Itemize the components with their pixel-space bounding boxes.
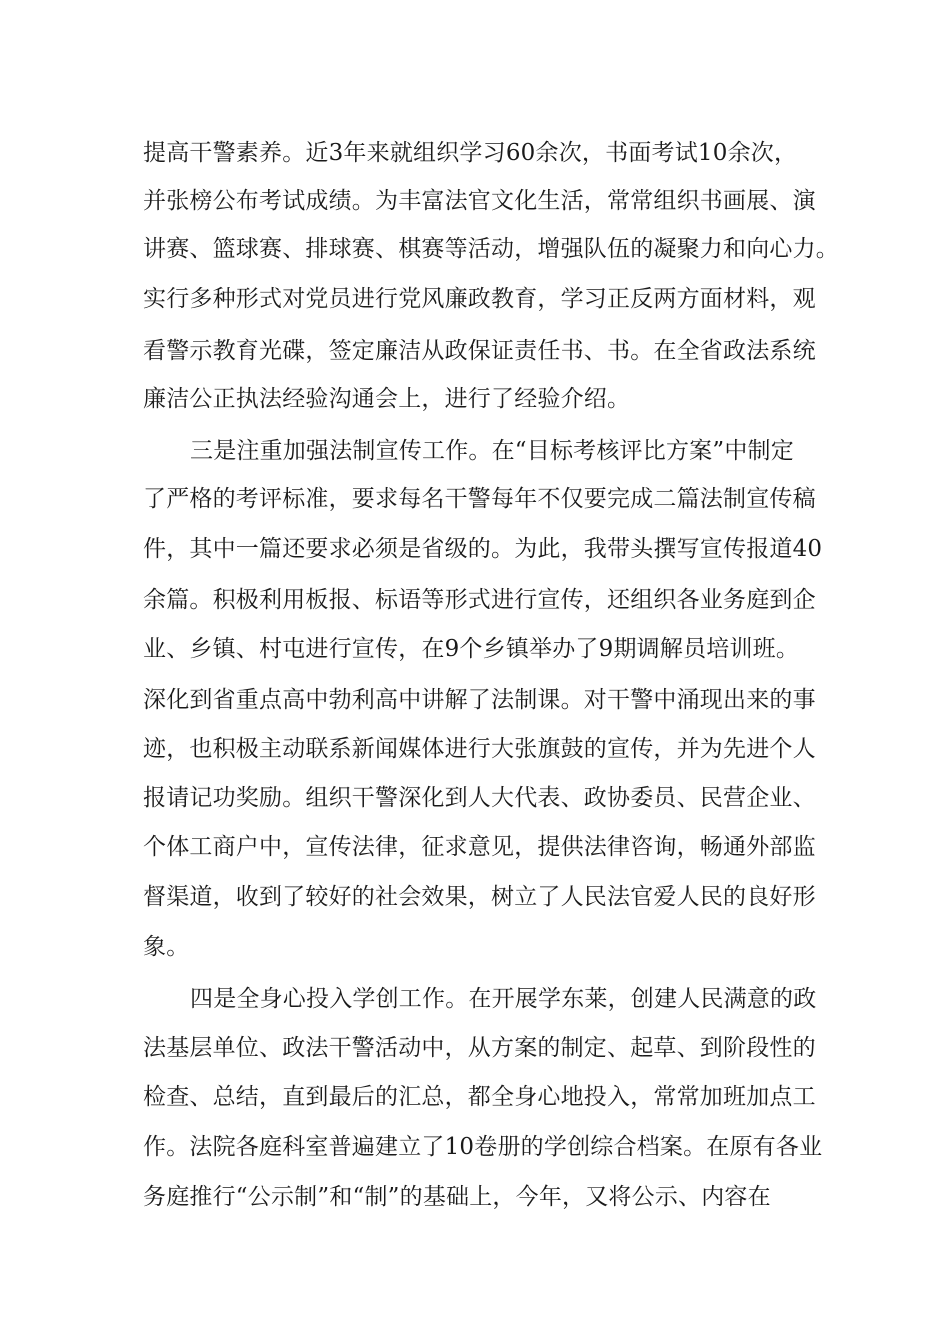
text-line: 实行多种形式对党员进行党风廉政教育，学习正反两方面材料，观 bbox=[143, 286, 816, 312]
text-line: 个体工商户中，宣传法律，征求意见，提供法律咨询，畅通外部监 bbox=[143, 834, 816, 860]
text-line: 业、乡镇、村屯进行宣传，在9个乡镇举办了9期调解员培训班。 bbox=[143, 636, 800, 662]
text-line: 并张榜公布考试成绩。为丰富法官文化生活，常常组织书画展、演 bbox=[143, 188, 816, 214]
text-line: 检查、总结，直到最后的汇总，都全身心地投入，常常加班加点工 bbox=[143, 1084, 816, 1110]
text-line: 讲赛、篮球赛、排球赛、棋赛等活动，增强队伍的凝聚力和向心力。 bbox=[143, 236, 839, 262]
text-line: 督渠道，收到了较好的社会效果，树立了人民法官爱人民的良好形 bbox=[143, 884, 816, 910]
text-line: 作。法院各庭科室普遍建立了10卷册的学创综合档案。在原有各业 bbox=[143, 1134, 823, 1160]
text-line: 提高干警素养。近3年来就组织学习60余次，书面考试10余次， bbox=[143, 140, 798, 166]
text-line: 务庭推行“公示制”和“制”的基础上，今年，又将公示、内容在 bbox=[143, 1184, 771, 1210]
paragraph-start-line: 四是全身心投入学创工作。在开展学东莱，创建人民满意的政 bbox=[190, 986, 817, 1012]
text-line: 廉洁公正执法经验沟通会上，进行了经验介绍。 bbox=[143, 386, 631, 412]
text-line: 看警示教育光碟，签定廉洁从政保证责任书、书。在全省政法系统 bbox=[143, 338, 816, 364]
text-line: 象。 bbox=[143, 934, 190, 960]
paragraph-start-line: 三是注重加强法制宣传工作。在“目标考核评比方案”中制定 bbox=[190, 438, 794, 464]
text-line: 法基层单位、政法干警活动中，从方案的制定、起草、到阶段性的 bbox=[143, 1035, 816, 1061]
text-line: 深化到省重点高中勃利高中讲解了法制课。对干警中涌现出来的事 bbox=[143, 687, 816, 713]
text-line: 了严格的考评标准，要求每名干警每年不仅要完成二篇法制宣传稿 bbox=[143, 486, 816, 512]
text-line: 迹，也积极主动联系新闻媒体进行大张旗鼓的宣传，并为先进个人 bbox=[143, 736, 816, 762]
text-line: 报请记功奖励。组织干警深化到人大代表、政协委员、民营企业、 bbox=[143, 785, 816, 811]
text-line: 余篇。积极利用板报、标语等形式进行宣传，还组织各业务庭到企 bbox=[143, 587, 816, 613]
text-line: 件，其中一篇还要求必须是省级的。为此，我带头撰写宣传报道40 bbox=[143, 536, 823, 562]
